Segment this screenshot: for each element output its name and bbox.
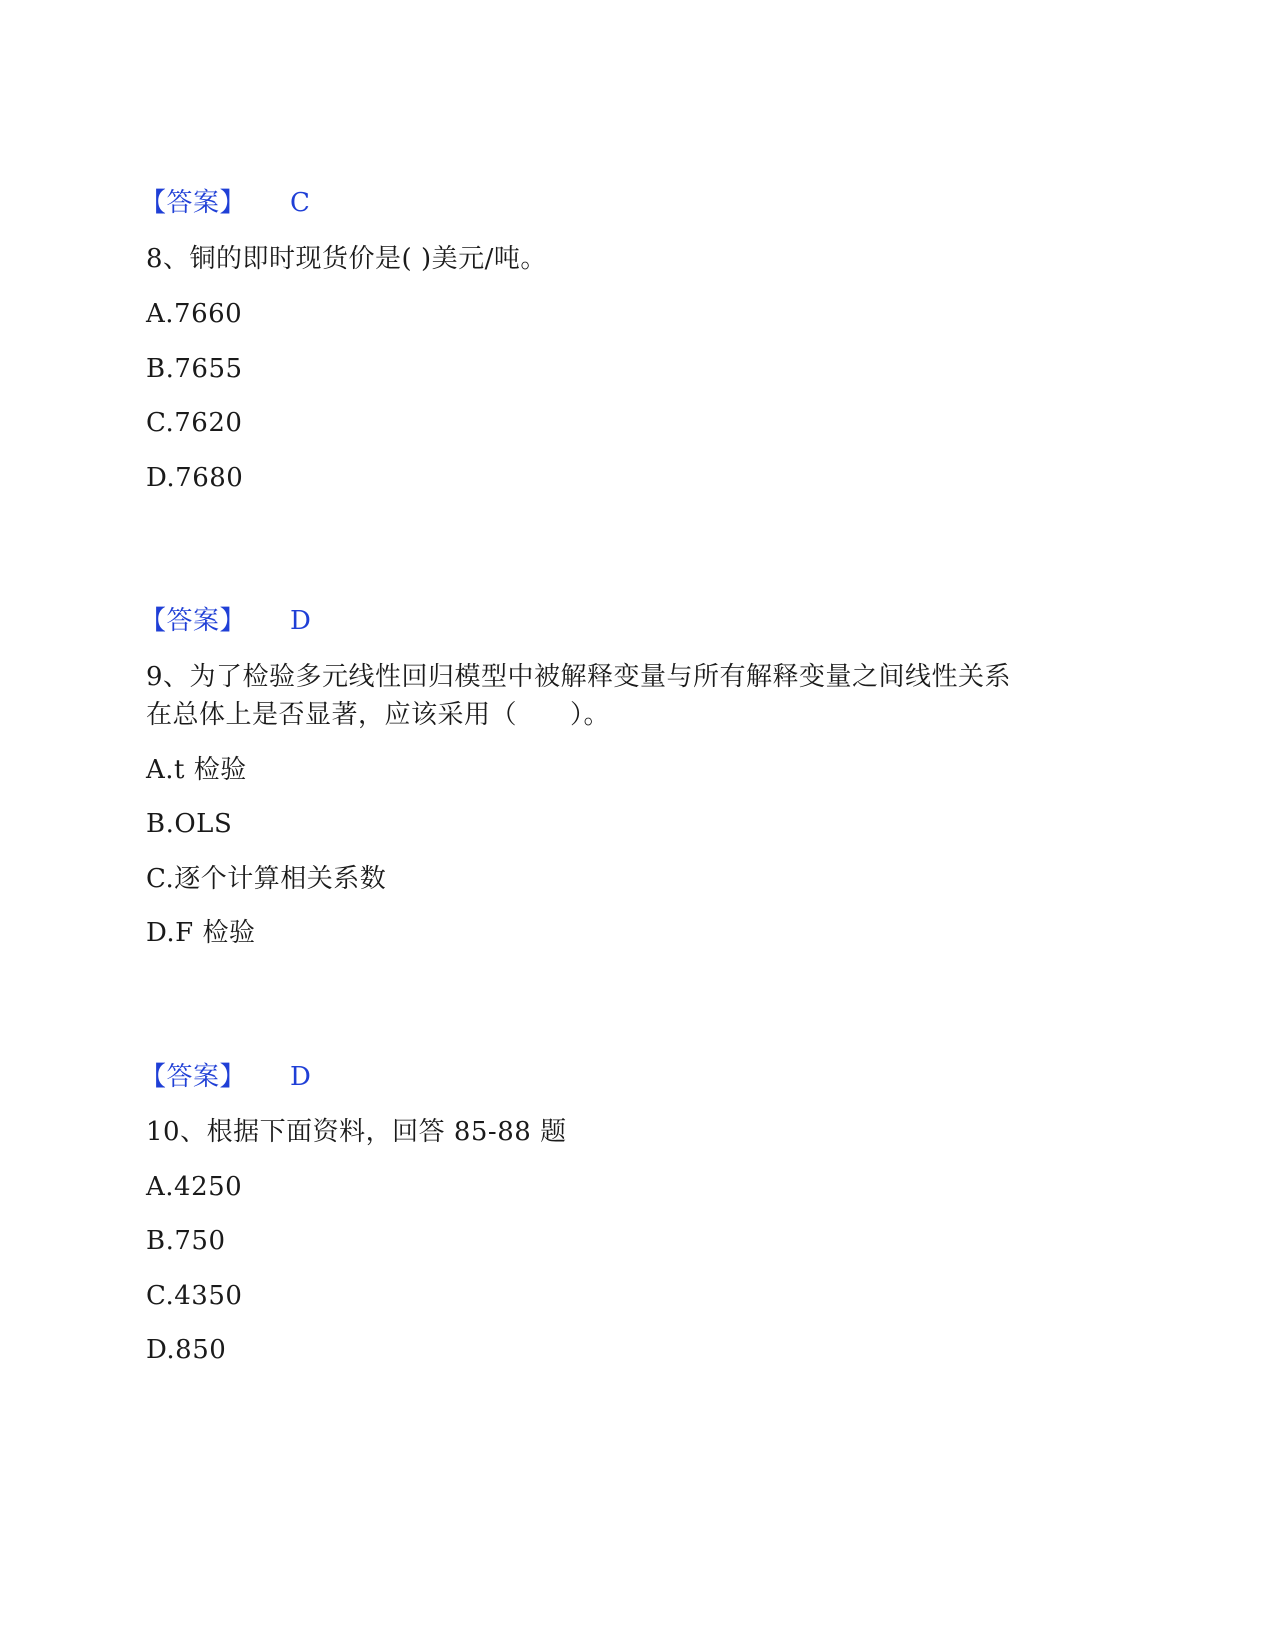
question-9-option-a: A.t 检验	[146, 755, 247, 785]
question-10-option-b: B.750	[146, 1226, 226, 1256]
question-9-text-line-1: 9、为了检验多元线性回归模型中被解释变量与所有解释变量之间线性关系	[146, 662, 1012, 692]
question-10-option-d: D.850	[146, 1335, 227, 1365]
answer-value: D	[290, 1062, 312, 1092]
answer-value: C	[290, 188, 311, 218]
question-10-option-a: A.4250	[146, 1172, 243, 1202]
answer-label: 【答案】	[140, 606, 247, 636]
question-8-option-a: A.7660	[146, 299, 243, 329]
answer-label: 【答案】	[140, 188, 247, 218]
question-9-option-d: D.F 检验	[146, 918, 256, 948]
question-8-option-d: D.7680	[146, 463, 244, 493]
answer-value: D	[290, 606, 312, 636]
question-9-option-c: C.逐个计算相关系数	[146, 864, 387, 894]
answer-label: 【答案】	[140, 1062, 247, 1092]
question-9-option-b: B.OLS	[146, 809, 233, 839]
question-10-option-c: C.4350	[146, 1281, 243, 1311]
answer-line	[140, 1060, 311, 1094]
question-8-option-b: B.7655	[146, 354, 243, 384]
answer-line	[140, 186, 310, 220]
question-8-text: 8、铜的即时现货价是( )美元/吨。	[146, 244, 547, 274]
question-8-option-c: C.7620	[146, 408, 243, 438]
answer-line	[140, 604, 311, 638]
question-9-text-line-2: 在总体上是否显著，应该采用（ ）。	[146, 700, 611, 730]
question-10-text: 10、根据下面资料，回答 85-88 题	[146, 1117, 567, 1147]
